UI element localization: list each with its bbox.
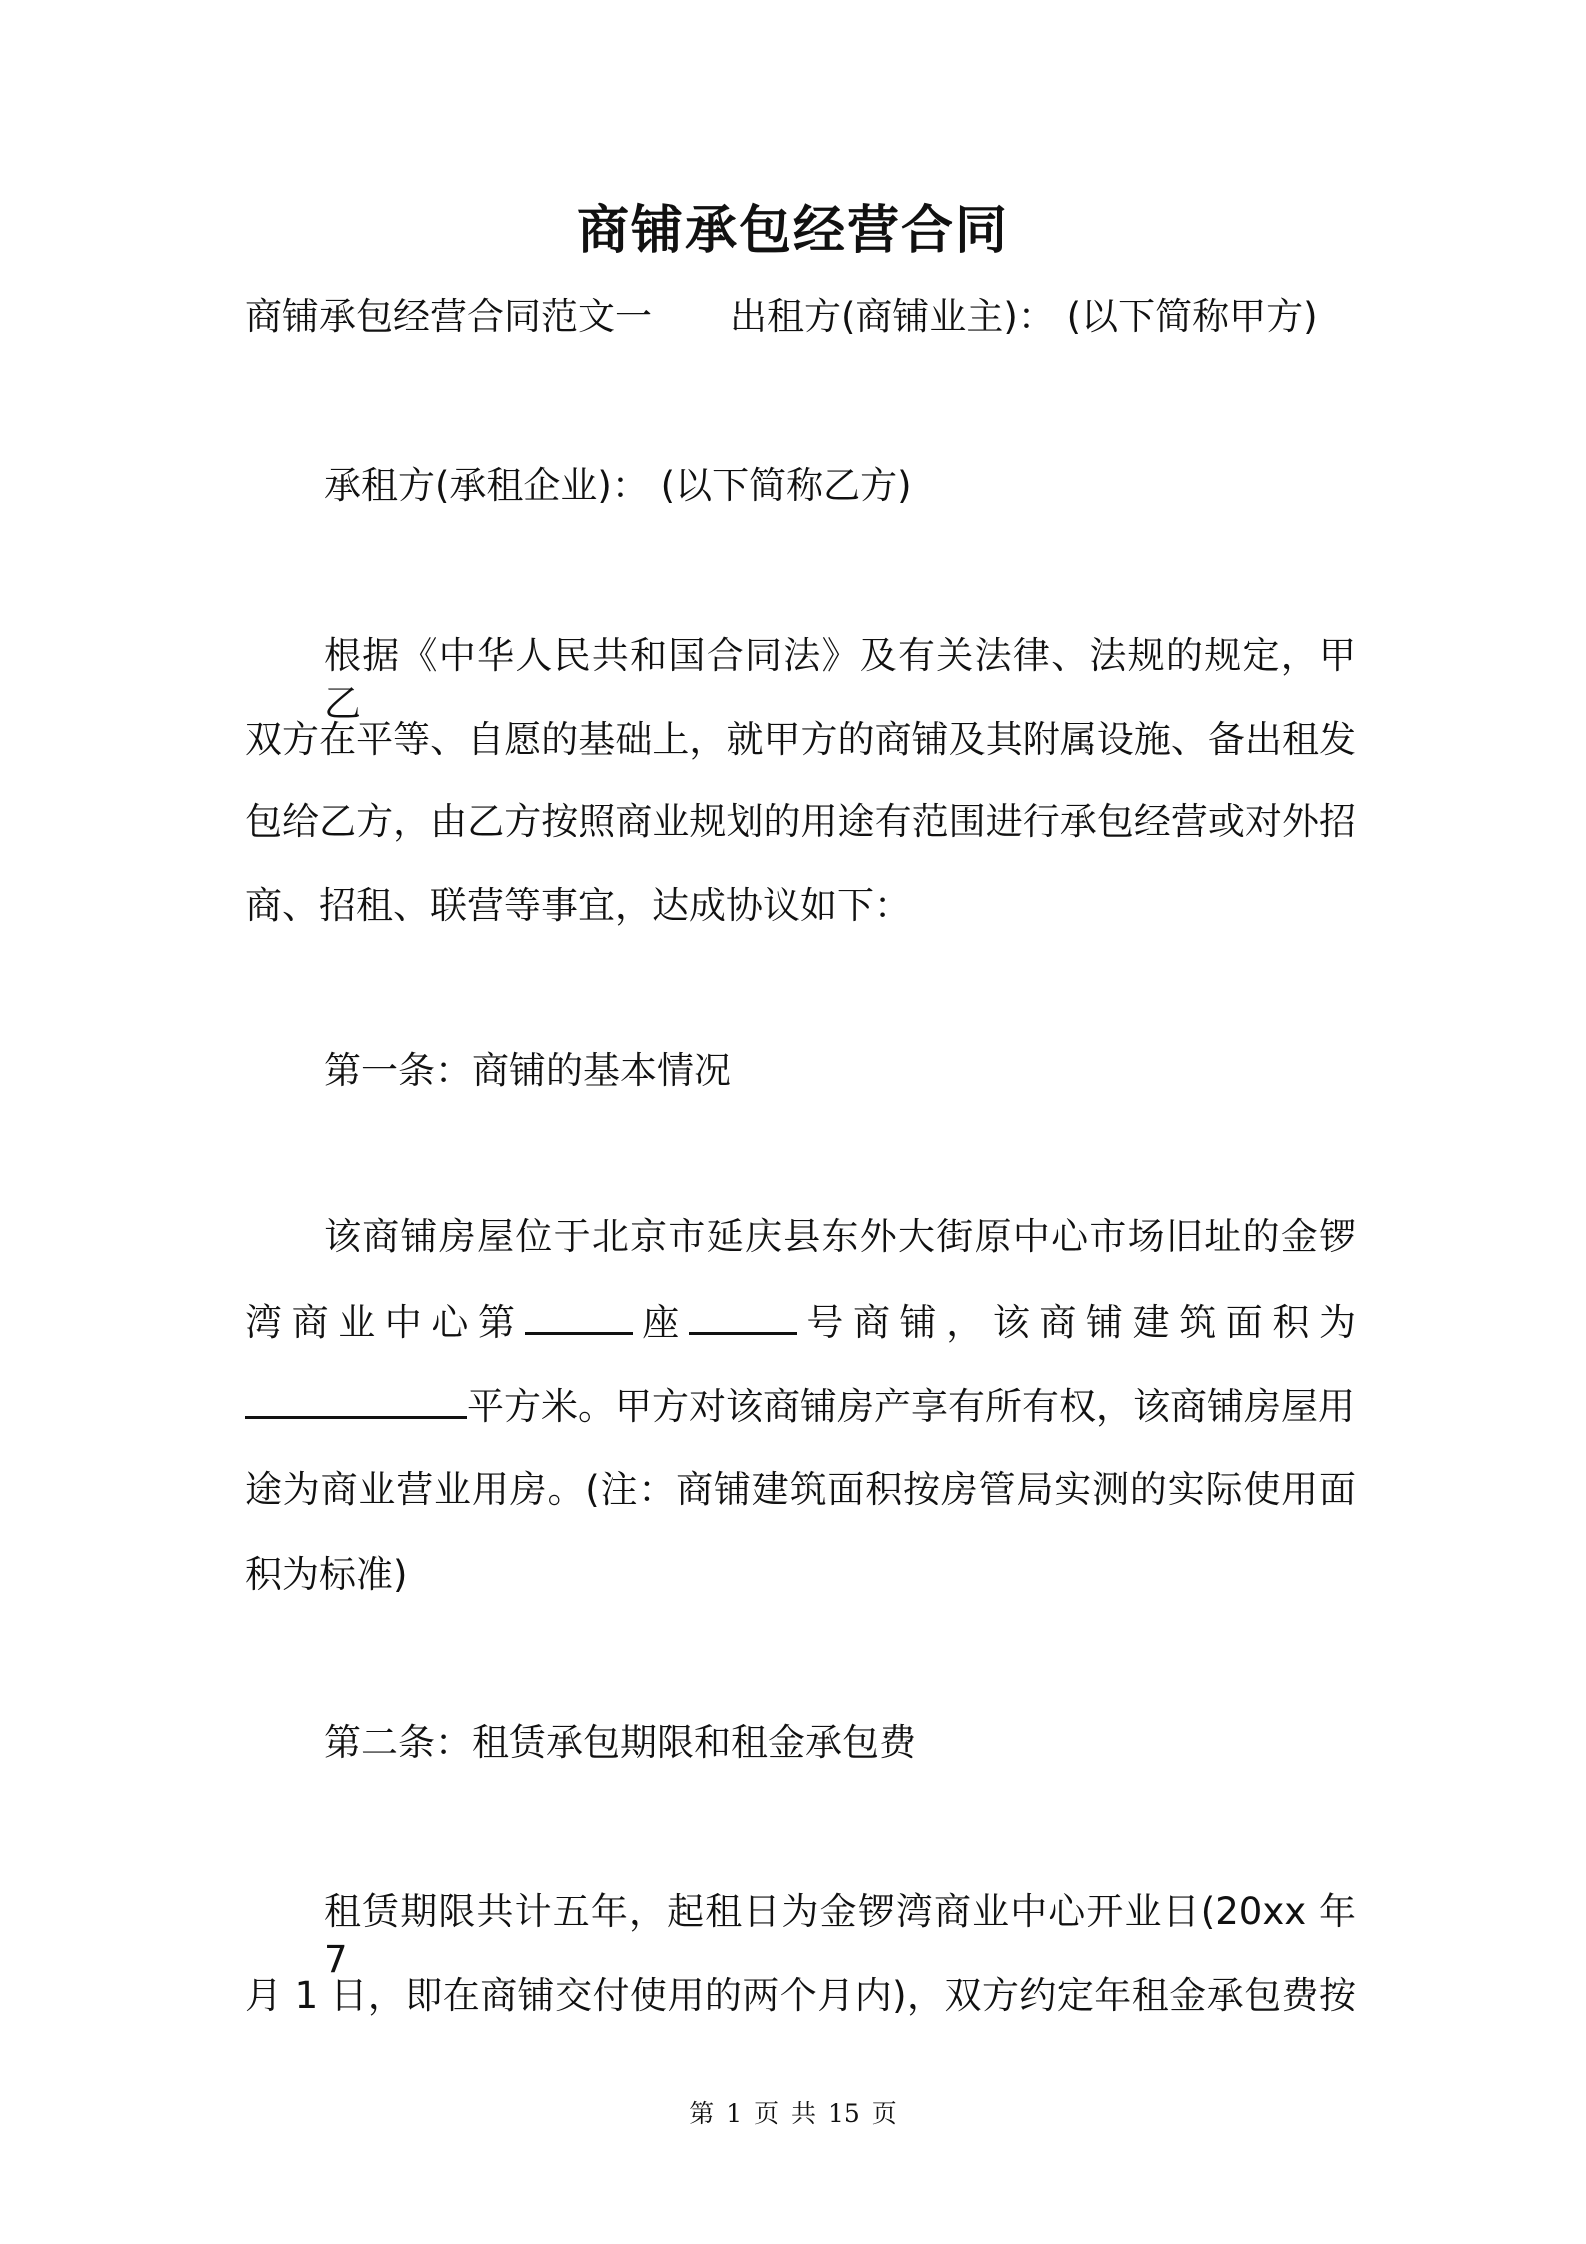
paragraph-line xyxy=(245,1298,1356,1347)
paragraph-line: 月 1 日，即在商铺交付使用的两个月内)，双方约定年租金承包费按 xyxy=(245,1974,1356,2017)
text: 号商铺，该商铺建筑面积为 xyxy=(796,1301,1357,1344)
paragraph-line: 双方在平等、自愿的基础上，就甲方的商铺及其附属设施、备出租发 xyxy=(245,718,1356,761)
document-title: 商铺承包经营合同 xyxy=(576,200,1009,261)
text: 平方米。甲方对该商铺房产享有所有权，该商铺房屋用 xyxy=(467,1385,1355,1428)
paragraph-line: 积为标准) xyxy=(245,1553,408,1596)
paragraph-line: 包给乙方，由乙方按照商业规划的用途有范围进行承包经营或对外招 xyxy=(245,800,1356,843)
intro-line xyxy=(245,293,1356,341)
paragraph-line: 该商铺房屋位于北京市延庆县东外大街原中心市场旧址的金锣 xyxy=(324,1215,1356,1258)
paragraph-line: 租赁期限共计五年，起租日为金锣湾商业中心开业日(20xx 年 7 xyxy=(324,1890,1356,1981)
lessee-label: 承租方(承租企业)： (以下简称乙方) xyxy=(324,464,912,507)
article-2-heading: 第二条：租赁承包期限和租金承包费 xyxy=(324,1721,916,1764)
paragraph-line: 商、招租、联营等事宜，达成协议如下： xyxy=(245,884,911,927)
text: 座 xyxy=(632,1301,689,1344)
text: 湾商业中心第 xyxy=(245,1301,525,1344)
paragraph-line: 途为商业营业用房。(注：商铺建筑面积按房管局实测的实际使用面 xyxy=(245,1468,1356,1511)
paragraph-line xyxy=(245,1382,1356,1431)
building-blank-field[interactable] xyxy=(525,1298,633,1335)
shop-number-blank-field[interactable] xyxy=(689,1298,797,1335)
lessor-label: 出租方(商铺业主)： (以下简称甲方) xyxy=(730,295,1318,338)
page-number-footer: 第 1 页 共 15 页 xyxy=(689,2099,897,2128)
paragraph-line: 根据《中华人民共和国合同法》及有关法律、法规的规定，甲乙 xyxy=(324,634,1356,725)
sample-label: 商铺承包经营合同范文一 xyxy=(245,295,652,338)
article-1-heading: 第一条：商铺的基本情况 xyxy=(324,1049,731,1092)
area-blank-field[interactable] xyxy=(245,1382,467,1419)
